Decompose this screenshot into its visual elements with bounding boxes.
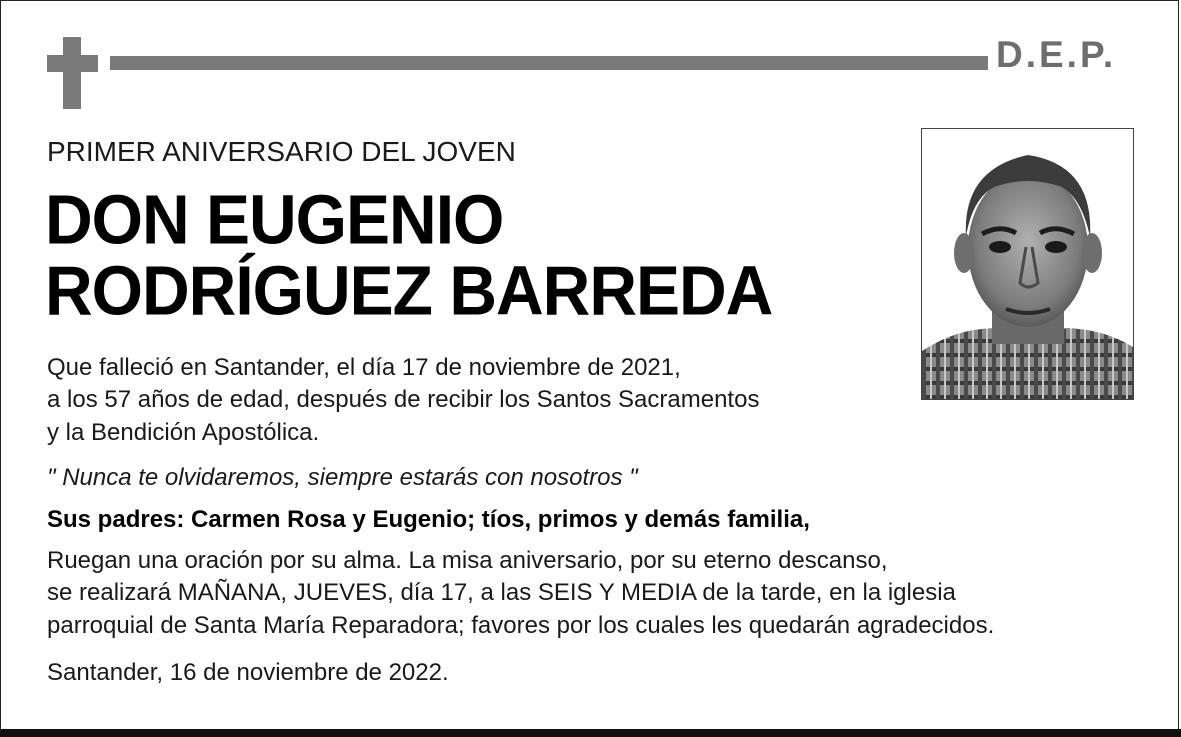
dep-label: D.E.P.: [996, 34, 1117, 75]
memorial-quote: " Nunca te olvidaremos, siempre estarás con nosotros ": [47, 464, 638, 491]
notice-subtitle: PRIMER ANIVERSARIO DEL JOVEN: [47, 136, 516, 167]
portrait-illustration: [922, 129, 1133, 399]
message-line-1: Ruegan una oración por su alma. La misa aniversario, por su eterno descanso,: [47, 547, 888, 574]
cross-vertical-bar: [63, 37, 81, 109]
name-line-2: RODRÍGUEZ BARREDA: [45, 251, 773, 330]
closing-date: Santander, 16 de noviembre de 2022.: [47, 659, 449, 686]
message-line-2: se realizará MAÑANA, JUEVES, día 17, a las SEIS Y MEDIA de la tarde, en la iglesia: [47, 579, 956, 607]
message-line-3: parroquial de Santa María Reparadora; favores por los cuales les quedarán agradecidos.: [47, 611, 995, 639]
name-line-1: DON EUGENIO: [45, 179, 504, 259]
deceased-name: [45, 179, 773, 330]
family-line: Sus padres: Carmen Rosa y Eugenio; tíos, primos y demás familia,: [47, 506, 810, 533]
bio-paragraph: [47, 352, 759, 449]
bio-line-2: a los 57 años de edad, después de recibir los Santos Sacramentos: [47, 386, 760, 414]
bio-line-3: y la Bendición Apostólica.: [47, 418, 320, 446]
portrait-photo: [921, 128, 1134, 400]
header-rule: [110, 56, 988, 70]
mass-message: [47, 545, 994, 642]
cross-horizontal-bar: [47, 55, 98, 72]
bio-line-1: Que falleció en Santander, el día 17 de noviembre de 2021,: [47, 354, 681, 381]
footer-rule: [0, 729, 1181, 737]
